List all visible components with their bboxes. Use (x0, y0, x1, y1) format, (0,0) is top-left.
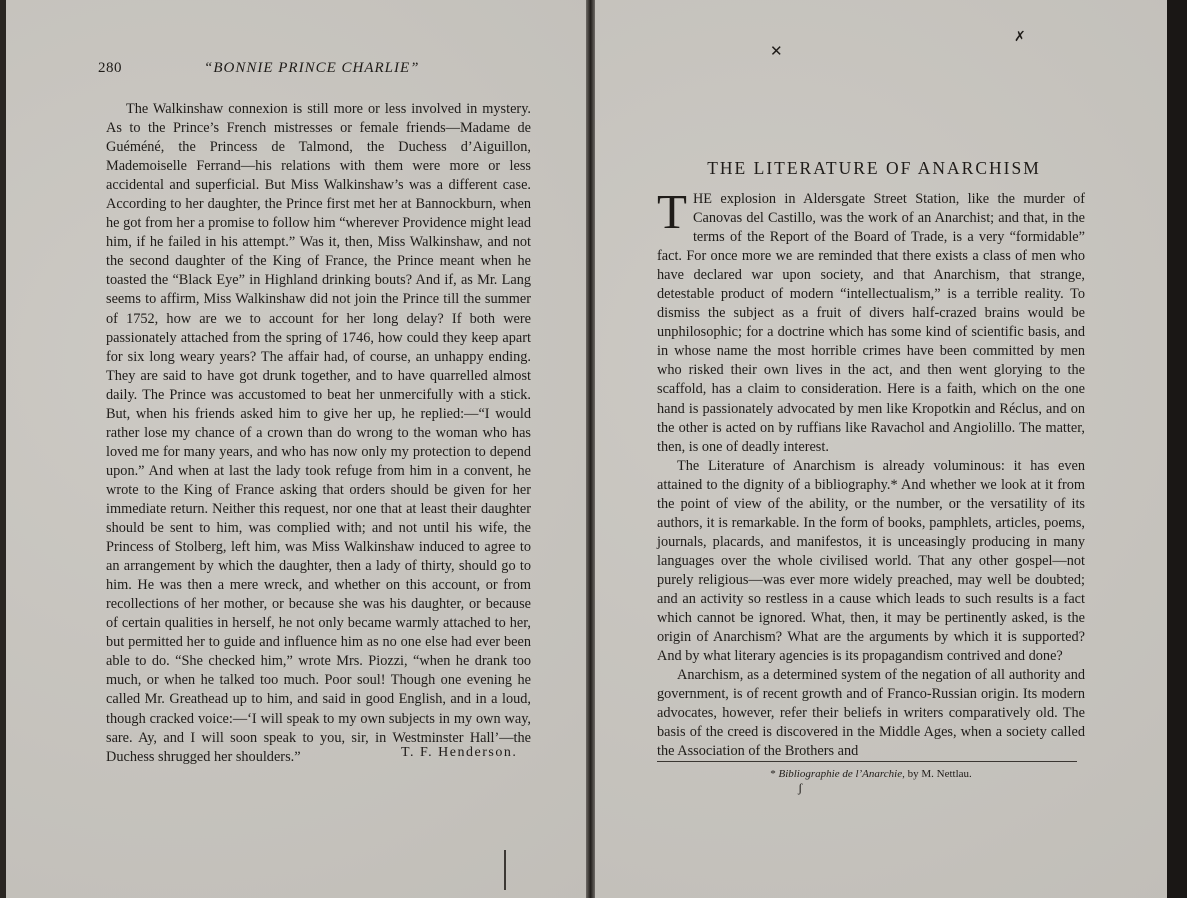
pencil-mark-cross: ✗ (1014, 30, 1026, 45)
opening-paragraph (657, 184, 1085, 457)
author-signature: T. F. Henderson. (401, 745, 518, 760)
pencil-mark-bottom: ʃ (798, 780, 803, 795)
left-page (6, 0, 586, 898)
right-body-text (657, 184, 1085, 761)
chapter-title: THE LITERATURE OF ANARCHISM (707, 158, 1041, 178)
paragraph: The Walkinshaw connexion is still more or less involved in mystery. As to the Prince’s French mistresses or female friends—Madame de Guéméné, the Princess de Talmond, the Duchess d’Aiguillon, Mademoiselle Ferrand—his relations with them were more or less accidental and superficial. But Miss Walkinshaw’s was a different case. According to her daughter, the Prince first met her at Bannockburn, when he got from her a promise to follow him “wherever Providence might lead him, if he failed in his attempt.” Was it, then, Miss Walkinshaw, and not the second daughter of the King of France, the Prince meant when he toasted the “Black Eye” in Highland drinking bouts? And if, as Mr. Lang seems to affirm, Miss Walkinshaw did not join the Prince till the summer of 1752, how are we to account for her long delay? If both were passionately attached from the spring of 1746, how could they keep apart for six long weary years? The affair had, of course, an unhappy ending. They are said to have got drunk together, and to have quarrelled almost daily. The Prince was accustomed to beat her unmercifully with a stick. But, when his friends asked him to give her up, he replied:—“I would rather lose my chance of a crown than do wrong to the woman who has loved me for many years, and who has now only my protection to depend upon.” And when at last the lady took refuge from him in a convent, he wrote to the King of France asking that orders should be given for her immediate return. Neither this request, nor one that at least their daughter should be sent to him, was complied with; and not until his wife, the Princess of Stolberg, left him, was Miss Walkinshaw induced to agree to an arrangement by which the daughter, then a lady of thirty, should go to him. He was then a mere wreck, and whether on this account, or from recollections of her mother, or because she was his daughter, or because of certain qualities in herself, he not only became warmly attached to her, but permitted her to guide and influence him as no one else had ever been able to do. “She checked him,” wrote Mrs. Piozzi, “when he drank too much, or when he talked too much. Poor soul! Though one evening he called Mr. Greathead up to him, and said in good English, and in a loud, though cracked voice:—‘I will speak to my own subjects in my own way, sare. Ay, and I will soon speak to you, sir, in Westminster Hall’—the Duchess shrugged her shoulders.” (106, 101, 531, 765)
right-book-edge (1167, 0, 1187, 898)
pencil-mark (504, 850, 506, 890)
left-body-text (106, 100, 531, 767)
drop-cap: T (657, 184, 687, 239)
footnote-rule (657, 761, 1077, 762)
running-head (98, 60, 528, 82)
opening-paragraph-text: HE explosion in Aldersgate Street Station, like the murder of Canovas del Castillo, was the work of an Anarchist; and that, in the terms of the Report of the Board of Trade, is a very “formidable” fact. For once more we are reminded that there exists a class of men who have declared war upon society, and that Anarchism, that strange, detestable product of modern “intellectualism,” is a terrible reality. To dismiss the subject as a fruit of divers half-crazed brains would be unphilosophic; for a doctrine which has some kind of scientific basis, and in whose name the most horrible crimes have been committed by men who risked their own lives in the act, and then went glorying to the scaffold, has a claim to consideration. Here is a faith, which on the one hand is passionately advocated by men like Kropotkin and Réclus, and on the other is acted on by ruffians like Ravachol and Angiolillo. The matter, then, is one of deadly interest. (657, 191, 1085, 455)
book-gutter (586, 0, 595, 898)
footnote-title: Bibliographie de l’Anarchie, (778, 768, 905, 780)
right-page (595, 0, 1167, 898)
footnote (657, 768, 1085, 780)
pencil-mark-x: ✕ (770, 44, 783, 60)
footnote-text: by M. Nettlau. (907, 768, 972, 780)
paragraph: Anarchism, as a determined system of the negation of all authority and government, is of recent growth and of Franco-Russian origin. Its modern advocates, however, refer their beliefs in writers comparatively old. The basis of the creed is discovered in the Middle Ages, when a society called the Association of the Brothers and (657, 667, 1085, 760)
running-title: “BONNIE PRINCE CHARLIE” (204, 60, 420, 76)
page-number: 280 (98, 60, 122, 76)
footnote-marker: * (770, 768, 776, 780)
paragraph: The Literature of Anarchism is already voluminous: it has even attained to the dignity of a bibliography.* And whether we look at it from the point of view of the ability, or the number, or the versatility of its authors, it is remarkable. In the form of books, pamphlets, articles, poems, journals, placards, and manifestos, it is unceasingly producing in many languages over the whole civilised world. That any other gospel—not purely religious—was ever more widely preached, may well be doubted; and an activity so restless in a cause which leads to such results is a fact which cannot be ignored. What, then, it may be pertinently asked, is the origin of Anarchism? What are the arguments by which it is supported? And by what literary agencies is its propagandism contrived and done? (657, 457, 1085, 665)
